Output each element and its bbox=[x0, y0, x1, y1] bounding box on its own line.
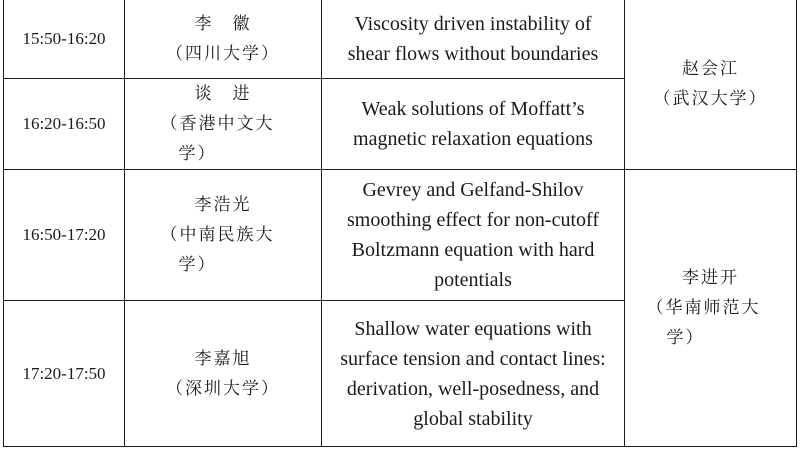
time-cell bbox=[4, 301, 125, 447]
speaker-cell bbox=[125, 79, 322, 170]
talk-title-line: derivation, well-posedness, and bbox=[346, 377, 600, 400]
speaker-affiliation-line: 学） bbox=[178, 255, 217, 275]
chair-affiliation-line: （华南师范大 bbox=[646, 298, 761, 318]
time-cell bbox=[4, 170, 125, 301]
talk-title-line: Gevrey and Gelfand-Shilov bbox=[362, 179, 584, 201]
chair-cell bbox=[625, 0, 797, 170]
speaker-affiliation bbox=[161, 109, 286, 169]
talk-title-cell bbox=[322, 170, 625, 301]
speaker-name: 李 徽 bbox=[194, 13, 252, 34]
speaker-affiliation-line: （香港中文大 bbox=[160, 114, 275, 134]
time-text: 16:50-17:20 bbox=[22, 225, 106, 244]
table-row bbox=[4, 0, 797, 79]
chair-name: 赵会江 bbox=[682, 59, 739, 79]
time-text: 15:50-16:20 bbox=[22, 28, 106, 48]
table-row bbox=[4, 170, 797, 301]
speaker-name: 谈 进 bbox=[194, 84, 252, 104]
speaker-affiliation: （深圳大学） bbox=[166, 378, 280, 399]
speaker-affiliation: （四川大学） bbox=[166, 43, 280, 64]
talk-title-cell bbox=[322, 301, 625, 447]
talk-title-line: Weak solutions of Moffatt’s bbox=[361, 98, 585, 120]
speaker-affiliation bbox=[161, 220, 286, 280]
time-text: 16:20-16:50 bbox=[22, 114, 106, 133]
schedule-table bbox=[3, 0, 797, 447]
time-cell bbox=[4, 79, 125, 170]
talk-title-line: Viscosity driven instability of bbox=[354, 12, 592, 35]
speaker-cell bbox=[125, 0, 322, 79]
speaker-name: 李浩光 bbox=[194, 195, 252, 215]
talk-title-line: global stability bbox=[413, 407, 533, 430]
speaker-name: 李嘉旭 bbox=[194, 348, 252, 369]
talk-title-line: surface tension and contact lines: bbox=[340, 347, 606, 370]
talk-title-line: Shallow water equations with bbox=[354, 317, 592, 340]
talk-title-line: shear flows without boundaries bbox=[347, 42, 599, 65]
chair-affiliation: （武汉大学） bbox=[653, 89, 768, 109]
talk-title-line: potentials bbox=[434, 269, 512, 291]
chair-affiliation-line: 学） bbox=[666, 328, 705, 348]
talk-title-cell bbox=[322, 79, 625, 170]
time-cell bbox=[4, 0, 125, 79]
time-text: 17:20-17:50 bbox=[22, 363, 106, 383]
talk-title-line: magnetic relaxation equations bbox=[353, 128, 593, 150]
speaker-affiliation-line: （中南民族大 bbox=[160, 225, 275, 245]
chair-name: 李进开 bbox=[682, 268, 739, 288]
talk-title-line: Boltzmann equation with hard bbox=[351, 239, 595, 261]
talk-title-cell bbox=[322, 0, 625, 79]
speaker-cell bbox=[125, 170, 322, 301]
speaker-affiliation-line: 学） bbox=[178, 144, 217, 164]
speaker-cell bbox=[125, 301, 322, 447]
talk-title-line: smoothing effect for non-cutoff bbox=[347, 209, 599, 231]
chair-cell bbox=[625, 170, 797, 447]
chair-affiliation bbox=[647, 293, 775, 353]
